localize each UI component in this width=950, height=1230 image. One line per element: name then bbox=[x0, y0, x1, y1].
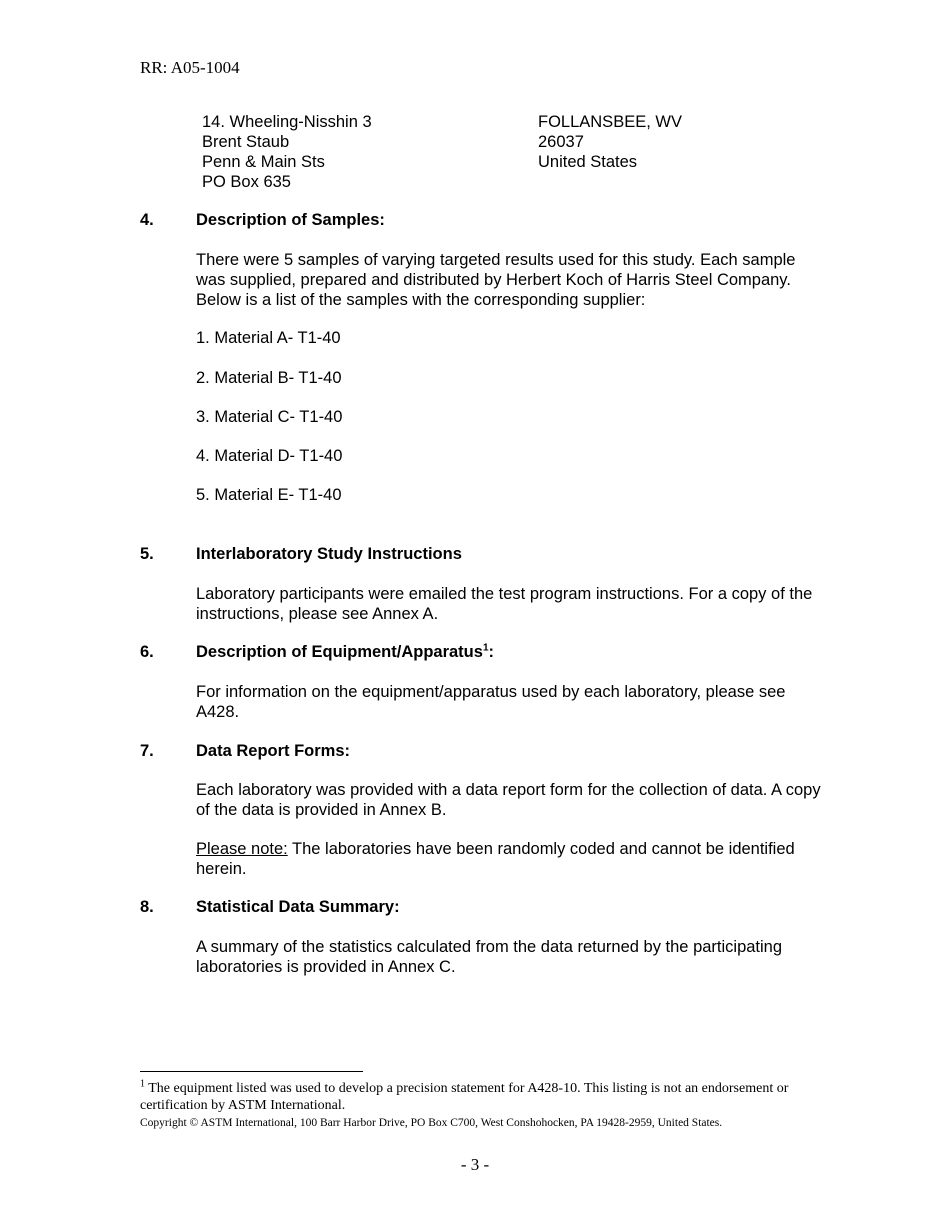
note-text: The laboratories have been randomly coded and cannot be identified herein. bbox=[196, 840, 795, 878]
section-8-number: 8. bbox=[140, 898, 154, 916]
report-id-header: RR: A05-1004 bbox=[140, 58, 240, 77]
footnote-marker: 1 bbox=[140, 1078, 145, 1090]
section-5-number: 5. bbox=[140, 545, 154, 563]
section-6-title-line bbox=[196, 642, 494, 662]
section-4-paragraph: There were 5 samples of varying targeted results used for this study. Each sample was supplied, prepared and distributed by Herbert Koch of Harris Steel Company. Below is a list of the samples with the corresponding supplier: bbox=[196, 251, 796, 309]
sample-list-item: 2. Material B- T1-40 bbox=[196, 369, 342, 387]
page-number: - 3 - bbox=[460, 1155, 490, 1174]
section-4-number: 4. bbox=[140, 211, 154, 229]
section-6-paragraph: For information on the equipment/apparatus used by each laboratory, please see A428. bbox=[196, 683, 786, 721]
sample-list-item: 1. Material A- T1-40 bbox=[196, 329, 341, 347]
address-line: FOLLANSBEE, WV bbox=[538, 113, 682, 131]
address-line: Penn & Main Sts bbox=[202, 153, 325, 171]
address-line: United States bbox=[538, 153, 638, 171]
section-7-paragraph: Each laboratory was provided with a data report form for the collection of data. A copy of the data is provided in Annex B. bbox=[196, 781, 821, 819]
address-left bbox=[202, 112, 372, 192]
section-7-number: 7. bbox=[140, 742, 154, 760]
section-5-title: Interlaboratory Study Instructions bbox=[196, 545, 462, 563]
section-6-title: Description of Equipment/Apparatus bbox=[196, 643, 483, 661]
footnote bbox=[140, 1080, 800, 1114]
sample-list-item: 5. Material E- T1-40 bbox=[196, 486, 342, 504]
address-line: 26037 bbox=[538, 133, 584, 151]
footnote-text: The equipment listed was used to develop a precision statement for A428-10. This listing is not an endorsement or certification by ASTM International. bbox=[140, 1081, 789, 1113]
section-8-paragraph: A summary of the statistics calculated from the data returned by the participating laboratories is provided in Annex C. bbox=[196, 938, 783, 976]
section-5-paragraph: Laboratory participants were emailed the test program instructions. For a copy of the instructions, please see Annex A. bbox=[196, 585, 813, 623]
section-7-title: Data Report Forms: bbox=[196, 742, 351, 760]
address-line: PO Box 635 bbox=[202, 173, 291, 191]
section-6-number: 6. bbox=[140, 643, 154, 661]
note-label: Please note: bbox=[196, 840, 288, 858]
section-6-title-suffix: : bbox=[488, 643, 494, 661]
footnote-divider bbox=[140, 1071, 363, 1072]
section-7-note bbox=[196, 839, 826, 879]
section-8-title: Statistical Data Summary: bbox=[196, 898, 400, 916]
section-4-title: Description of Samples: bbox=[196, 211, 385, 229]
copyright-line: Copyright © ASTM International, 100 Barr Harbor Drive, PO Box C700, West Conshohocken, PA 19428-2959, United States. bbox=[140, 1117, 723, 1129]
address-line: 14. Wheeling-Nisshin 3 bbox=[202, 113, 372, 131]
sample-list-item: 4. Material D- T1-40 bbox=[196, 447, 343, 465]
sample-list-item: 3. Material C- T1-40 bbox=[196, 408, 343, 426]
address-right bbox=[538, 112, 682, 172]
address-line: Brent Staub bbox=[202, 133, 290, 151]
footnote-ref: 1 bbox=[482, 642, 489, 654]
